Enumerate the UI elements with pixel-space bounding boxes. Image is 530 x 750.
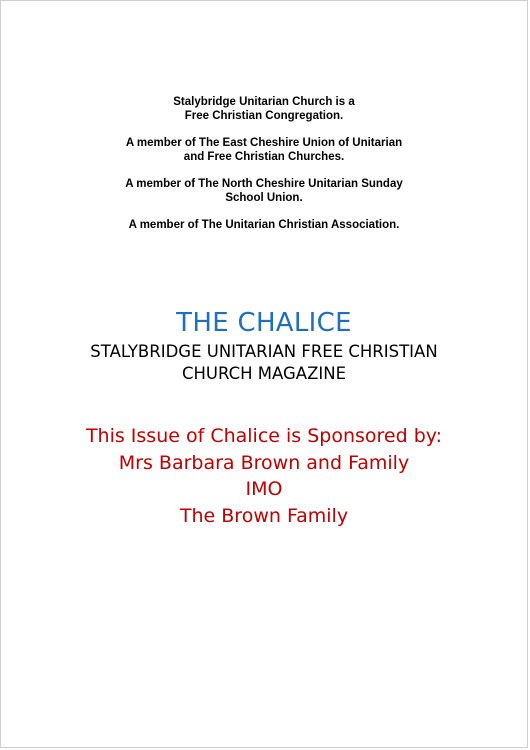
- sponsor-memorial: The Brown Family: [179, 504, 349, 527]
- text-line: A member of The Unitarian Christian Association.: [128, 219, 400, 231]
- christian-association-membership: [1, 218, 527, 232]
- text-line: A member of The North Cheshire Unitarian Sunday: [125, 178, 403, 190]
- text-line: A member of The East Cheshire Union of Unitarian: [125, 137, 403, 149]
- sponsor-imo: IMO: [245, 478, 283, 500]
- text-line: Free Christian Congregation.: [184, 110, 344, 122]
- sponsor-heading: This Issue of Chalice is Sponsored by:: [85, 425, 443, 447]
- text-line: School Union.: [225, 192, 303, 204]
- sponsor-notice: [1, 423, 527, 529]
- east-cheshire-membership: [1, 136, 527, 164]
- subtitle-line: CHURCH MAGAZINE: [181, 364, 347, 383]
- congregation-statement: [1, 95, 527, 123]
- masthead: [1, 307, 527, 385]
- subtitle-line: STALYBRIDGE UNITARIAN FREE CHRISTIAN: [90, 342, 438, 361]
- membership-statements: [1, 95, 527, 245]
- magazine-subtitle: [1, 341, 527, 385]
- north-cheshire-membership: [1, 177, 527, 205]
- magazine-title: THE CHALICE: [176, 308, 352, 338]
- sponsor-name: Mrs Barbara Brown and Family: [118, 451, 410, 474]
- text-line: Stalybridge Unitarian Church is a: [173, 96, 355, 108]
- text-line: and Free Christian Churches.: [183, 151, 345, 163]
